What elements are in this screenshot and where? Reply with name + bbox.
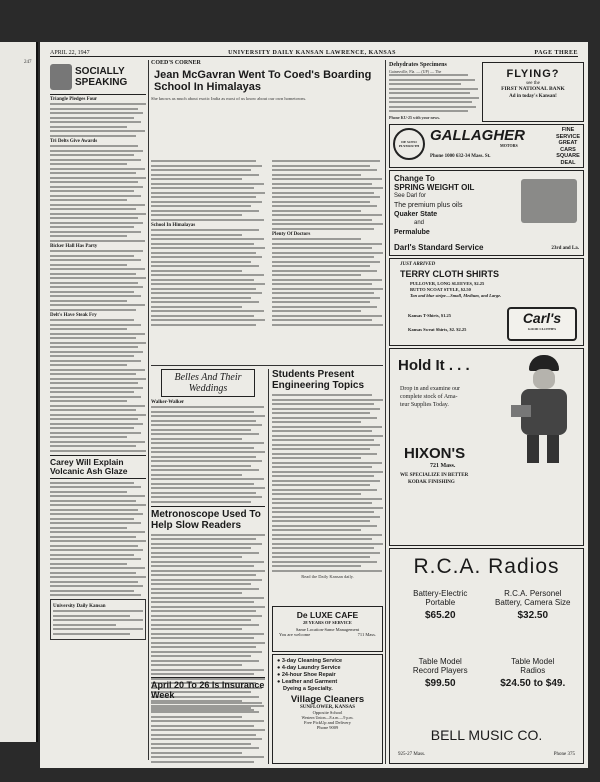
village-service-label: 4-day Laundry Service bbox=[281, 665, 341, 671]
dehydrates-dateline: Gainesville, Fla. — (UP) — The bbox=[389, 69, 442, 74]
deluxe-cafe-welcome: You are welcome bbox=[279, 632, 311, 637]
social-title-2: SPEAKING bbox=[75, 77, 128, 88]
gallagher-square: SQUARE bbox=[556, 153, 580, 159]
gallagher-name: GALLAGHER bbox=[430, 127, 525, 144]
darls-premium: The premium plus oils bbox=[394, 202, 463, 209]
social-item-heading: Bicker Hall Has Party bbox=[50, 244, 98, 249]
coed-intro: She knows as much about exotic India as most of us know about our own hometowns. bbox=[151, 96, 307, 101]
social-item-heading: Triangle Pledges Four bbox=[50, 97, 98, 102]
udk-masthead: University Daily Kansan bbox=[53, 604, 106, 609]
coed-headline: Jean McGavran Went To Coed's Boarding School In Himalayas bbox=[154, 69, 372, 93]
social-item bbox=[50, 139, 146, 242]
village-cleaners-ad bbox=[272, 654, 383, 764]
village-free-delivery: Free PickUp and Delivery bbox=[303, 720, 352, 725]
terry-pullover: PULLOVER, LONG SLEEVES, $2.25 bbox=[410, 281, 485, 286]
hixon-hold-it: Hold It . . . bbox=[398, 357, 470, 374]
darls-name: Darl's Standard Service bbox=[394, 243, 484, 252]
coed-subhead-doctors: Plenty Of Doctors bbox=[272, 232, 311, 237]
darls-address: 23rd and La. bbox=[551, 246, 579, 251]
social-item bbox=[50, 97, 146, 137]
deluxe-cafe-name: De LUXE CAFE bbox=[296, 610, 359, 620]
header-date: APRIL 22, 1947 bbox=[50, 50, 90, 56]
village-hours: Western Union—8 a.m.—9 p.m. bbox=[301, 715, 354, 720]
page-header bbox=[50, 46, 578, 57]
bell-music-name: BELL MUSIC CO. bbox=[430, 727, 543, 743]
village-service-item bbox=[277, 672, 378, 679]
carls-good-clothes: GOOD CLOTHES bbox=[527, 327, 557, 331]
hixon-complete: complete stock of Ama- bbox=[400, 394, 458, 400]
rca-radios-ad bbox=[389, 548, 584, 764]
carls-logo: Carl's bbox=[522, 310, 562, 326]
rca-product bbox=[487, 589, 580, 651]
header-page-number: PAGE THREE bbox=[534, 50, 578, 56]
binding-page-number: 247 bbox=[24, 60, 32, 65]
desoto-logo-icon: DE SOTO PLYMOUTH bbox=[393, 128, 425, 160]
deluxe-cafe-ad bbox=[272, 606, 383, 652]
flying-ad bbox=[482, 62, 584, 122]
deluxe-cafe-location: Same Location-Same Management bbox=[295, 627, 360, 632]
gallagher-great: GREAT bbox=[558, 140, 578, 146]
gallagher-cars: CARS bbox=[560, 146, 576, 153]
gallagher-ad bbox=[389, 124, 584, 168]
coed-body-left bbox=[151, 160, 265, 365]
flying-bank: FIRST NATIONAL BANK bbox=[501, 86, 565, 92]
metro-headline: Metronoscope Used To Help Slow Readers bbox=[151, 506, 265, 531]
belles-subhead: Walker-Walker bbox=[151, 400, 185, 405]
belles-body bbox=[151, 406, 265, 503]
bullet-icon: ● bbox=[277, 665, 282, 671]
flying-ad-note: Ad in today's Kansan! bbox=[509, 94, 557, 99]
rca-product-line2: Record Players bbox=[412, 666, 468, 675]
social-masthead bbox=[50, 60, 146, 95]
village-service-item bbox=[277, 686, 378, 693]
terry-kansas-tshirts: Kansas T-Shirts, $1.25 bbox=[408, 313, 452, 318]
village-service-item bbox=[277, 665, 378, 672]
gallagher-service: SERVICE bbox=[555, 133, 580, 140]
photographer-illustration-icon bbox=[511, 355, 577, 465]
rca-product-price: $65.20 bbox=[424, 610, 456, 621]
village-service-label: Dyeing a Specialty. bbox=[283, 686, 333, 692]
flying-see: see the bbox=[526, 81, 540, 86]
april-body bbox=[151, 702, 265, 763]
rca-product-line1: Table Model bbox=[418, 657, 462, 666]
bullet-icon: ● bbox=[277, 679, 282, 685]
rca-product-line1: R.C.A. Personel bbox=[504, 589, 562, 598]
darls-ad bbox=[389, 170, 584, 256]
april-article bbox=[151, 677, 265, 763]
gallagher-deal: DEAL bbox=[560, 159, 576, 166]
gallagher-phone: Phone 1000 632-34 Mass. St. bbox=[430, 154, 491, 159]
terry-sweat-shirts: Kansas Sweat Shirts, $2. $2.25 bbox=[408, 327, 467, 332]
darls-see: See Darl for bbox=[394, 193, 427, 199]
bullet-icon: ● bbox=[277, 672, 282, 678]
social-item-heading: Delt's Have Steak Fry bbox=[50, 313, 97, 318]
students-body bbox=[272, 394, 383, 572]
village-service-label: 3-day Cleaning Service bbox=[281, 658, 343, 664]
car-illustration-icon bbox=[521, 179, 577, 223]
hixon-teur: teur Supplies Today. bbox=[400, 402, 449, 408]
carey-headline: Carey Will Explain Volcanic Ash Glaze bbox=[50, 456, 128, 476]
rca-product-line1: Table Model bbox=[511, 657, 555, 666]
header-paper-name: UNIVERSITY DAILY KANSAN LAWRENCE, KANSAS bbox=[228, 50, 396, 56]
village-service-item bbox=[277, 658, 378, 665]
coed-section-label: COED'S CORNER bbox=[151, 60, 201, 66]
flying-question: FLYING? bbox=[506, 68, 560, 80]
coed-subhead-school: School In Himalayas bbox=[151, 223, 196, 228]
rca-product bbox=[394, 657, 487, 719]
darls-permalube: Permalube bbox=[394, 229, 430, 236]
rca-title: R.C.A. Radios bbox=[413, 555, 560, 578]
terry-colors: Tan and blue stripe—Small, Medium, and Large. bbox=[410, 293, 502, 298]
darls-quaker: Quaker State bbox=[394, 211, 438, 218]
students-headline: Students Present Engineering Topics bbox=[272, 369, 365, 391]
gallagher-fine: FINE bbox=[561, 127, 575, 133]
social-item-heading: Tri Delts Give Awards bbox=[50, 139, 98, 144]
column-rule bbox=[268, 369, 269, 764]
rca-product-price: $99.50 bbox=[424, 678, 456, 689]
dehydrates-headline: Dehydrates Specimens bbox=[389, 62, 447, 68]
terry-buttoncoat: BUTTO NCOAT STYLE, $2.50 bbox=[410, 287, 471, 292]
newspaper-page bbox=[40, 42, 588, 768]
students-footer: Read the Daily Kansan daily. bbox=[301, 574, 354, 579]
dehydrates-phone: Phone KU-25 with your news. bbox=[389, 114, 440, 120]
village-service-item bbox=[277, 679, 378, 686]
social-items bbox=[50, 97, 146, 452]
deluxe-cafe-years: 28 YEARS OF SERVICE bbox=[303, 620, 352, 625]
gallagher-motors: MOTORS bbox=[500, 143, 518, 148]
bell-music-phone: Phone 375 bbox=[553, 752, 575, 757]
rca-product-line2: Portable bbox=[425, 598, 456, 607]
hixon-specialize: WE SPECIALIZE IN BETTER bbox=[400, 473, 469, 478]
village-cleaners-name: Village Cleaners bbox=[290, 694, 365, 705]
darls-change: Change To bbox=[394, 174, 435, 183]
deluxe-cafe-address: 711 Mass. bbox=[357, 632, 376, 637]
village-opposite: Opposite School bbox=[312, 710, 343, 715]
social-logo-icon bbox=[50, 64, 72, 90]
darls-and: and bbox=[414, 220, 425, 226]
social-item bbox=[50, 313, 146, 452]
village-service-label: 24-hour Shoe Repair bbox=[281, 672, 336, 678]
rca-product-price: $24.50 to $49. bbox=[500, 678, 566, 689]
village-service-label: Leather and Garment bbox=[281, 679, 338, 685]
village-city: SUNFLOWER, KANSAS bbox=[299, 705, 355, 710]
terry-cloth-ad bbox=[389, 258, 584, 346]
column-rule bbox=[385, 60, 386, 764]
bell-music-address: 925-27 Mass. bbox=[398, 752, 426, 757]
coed-body-right bbox=[272, 160, 383, 365]
social-title-1: SOCIALLY bbox=[75, 66, 125, 77]
terry-title: TERRY CLOTH SHIRTS bbox=[400, 269, 500, 279]
rca-product-line2: Radios bbox=[520, 666, 546, 675]
rca-product-line1: Battery-Electric bbox=[413, 589, 468, 598]
rca-product-line2: Battery, Camera Size bbox=[495, 598, 571, 607]
section-rule bbox=[151, 365, 383, 366]
hixon-kodak: KODAK FINISHING bbox=[408, 480, 455, 485]
hixon-address: 721 Mass. bbox=[430, 463, 456, 469]
bullet-icon: ● bbox=[277, 658, 282, 664]
social-item bbox=[50, 244, 146, 311]
darls-spring-oil: SPRING WEIGHT OIL bbox=[394, 183, 475, 192]
column-rule bbox=[148, 60, 149, 760]
hixons-ad bbox=[389, 348, 584, 546]
village-phone: Phone 9009 bbox=[316, 725, 339, 730]
hixon-name: HIXON'S bbox=[404, 445, 466, 462]
april-headline: April 20 To 26 Is Insurance Week bbox=[151, 677, 265, 700]
binding-strip bbox=[0, 42, 38, 742]
hixon-drop-in: Drop in and examine our bbox=[400, 386, 460, 392]
carey-body bbox=[50, 482, 146, 597]
social-column bbox=[50, 60, 146, 764]
rca-product bbox=[487, 657, 580, 719]
rca-product bbox=[394, 589, 487, 651]
rca-product-price: $32.50 bbox=[517, 610, 549, 621]
belles-headline: Belles And Their Weddings bbox=[174, 372, 242, 394]
terry-just-arrived: JUST ARRIVED bbox=[400, 262, 436, 267]
coed-article bbox=[151, 60, 381, 156]
